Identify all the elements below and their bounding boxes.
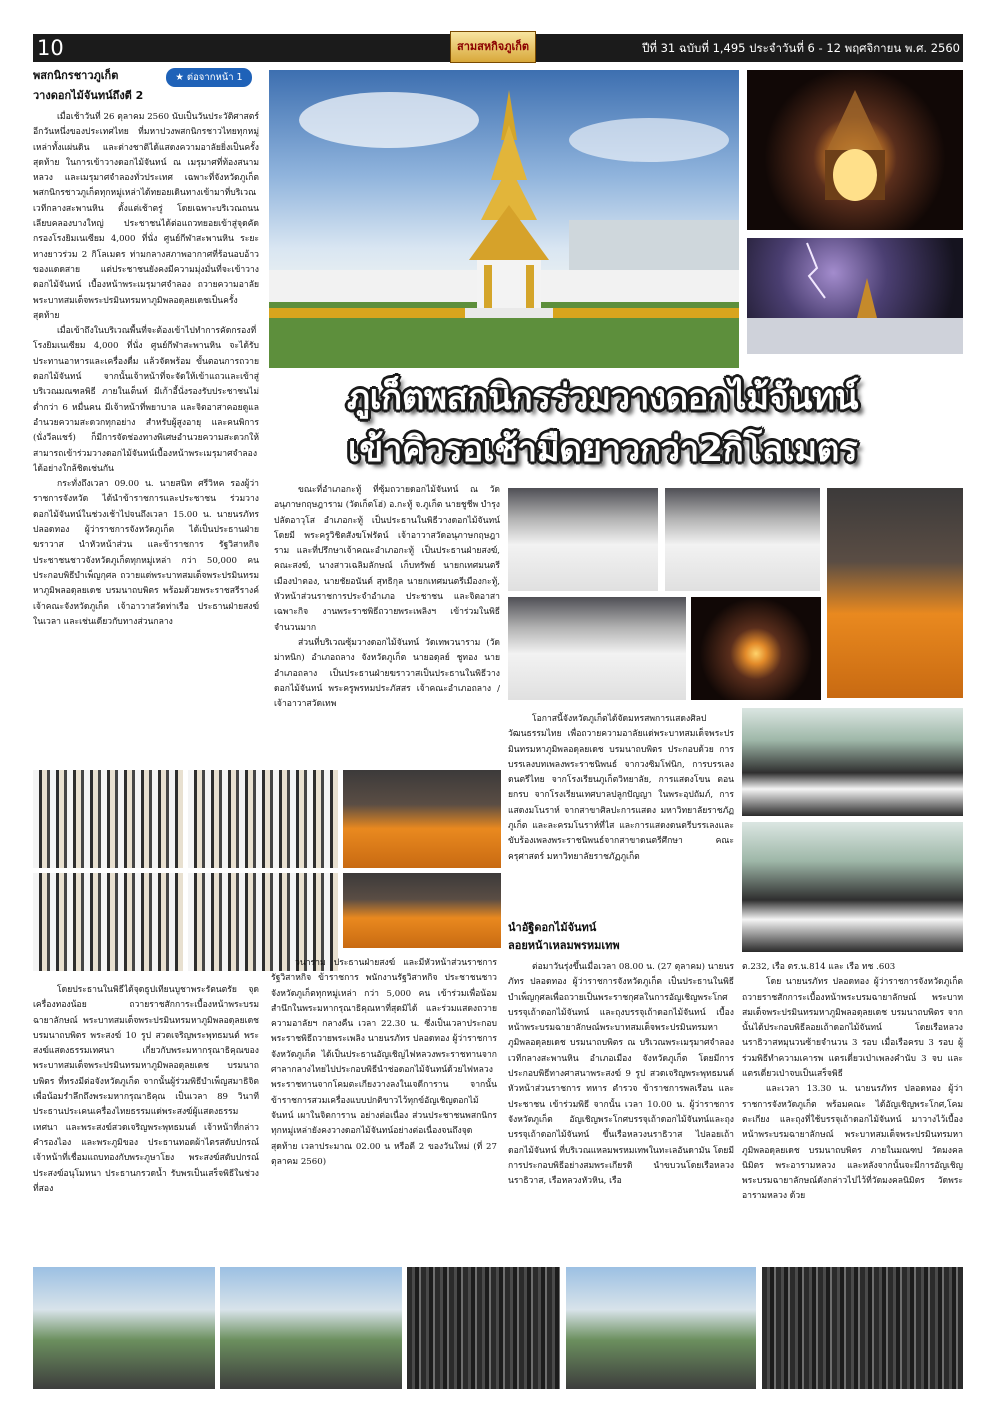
bottom-paragraph: ต.232, เรือ ตร.น.814 และ เรือ ทช .603 [742, 962, 896, 972]
lead-paragraph: เมื่อเช้าวันที่ 26 ตุลาคม 2560 นับเป็นวันประวัติศาสตร์อีกวันหนึ่งของประเทศไทย ที่มหาปวงพสกนิกรชาวไทยทุกหมู่เหล่าทั้งแผ่นดิน และต่างชาติได้แสดงความอาลัยยิ่งเป็นครั้งสุดท้าย ในการเข้าวางดอกไม้จันทน์ ณ เมรุมาศที่ท้องสนามหลวง และเมรุมาศจำลองทั่วประเทศ เฉพาะที่จังหวัดภูเก็ต พสกนิกรชาวภูเก็ตทุกหมู่เหล่าได้ทยอยเดินทางเข้ามาที่บริเวณเวทีกลางสะพานหิน ตั้งแต่เช้าตรู่ โดยเฉพาะบริเวณถนนเลียบคลองบางใหญ่ ประชาชนได้ต่อแถวทยอยเข้าสู่จุดคัดกรองโรงยิมเนเซียม 4,000 ที่นั่ง ศูนย์กีฬาสะพานหิน ระยะทางยาวร่วม 2 กิโลเมตร ท่ามกลางสภาพอากาศที่ร้อนอบอ้าวของแดดสาย แต่ประชาชนยังคงมีความมุ่งมั่นที่จะเข้าวางดอกไม้จันทน์ เบื้องหน้าพระเมรุมาศจำลอง ถวายความอาลัย พระบาทสมเด็จพระปรมินทรมหาภูมิพลอดุลยเดชเป็นครั้งสุดท้าย [33, 112, 259, 321]
photo-wheelchair-2 [220, 1267, 402, 1389]
lead-subtitle-2: วางดอกไม้จันทน์ถึงตี 2 [33, 89, 144, 102]
bottom-column-4 [742, 960, 963, 1258]
bottom-column-1 [33, 983, 259, 1258]
headline-line-1: ภูเก็ตพสกนิกรร่วมวางดอกไม้จันทน์ [347, 378, 858, 418]
photo-crowd-dark-1 [407, 1267, 560, 1389]
middle-column [274, 483, 500, 766]
mid-paragraph: ส่วนที่บริเวณซุ้มวางดอกไม้จันทน์ วัดเทพวนาราม (วัดม่าหนิก) อำเภอถลาง จังหวัดภูเก็ต นายอดุลย์ ชูทอง นายอำเภอถลาง เป็นประธานฝ่ายฆราวาสเป็นประธานในพิธีวางดอกไม้จันทน์ พระครูพรหมประภัสสร เจ้าคณะอำเภอถลาง /เจ้าอาวาสวัดเทพ [274, 637, 500, 710]
bottom-paragraph: วนาราม ประธานฝ่ายสงฆ์ และมีหัวหน้าส่วนราชการ รัฐวิสาหกิจ ข้าราชการ พนักงานรัฐวิสาหกิจ ประชาชนชาวจังหวัดภูเก็ตทุกหมู่เหล่า กว่า 5,000 คน เข้าร่วมเพื่อน้อมสำนึกในพระมหากรุณาธิคุณหาที่สุดมิได้ และร่วมแสดงถวายความอาลัยฯ กลางคืน เวลา 22.30 น. ซึ่งเป็นเวลาประกอบพระราชพิธีถวายพระเพลิง นายนรภัทร ปลอดทอง ผู้ว่าราชการจังหวัดภูเก็ต ได้เป็นประธานอัญเชิญไฟหลวงพระราชทานจากศาลากลางไทยไปประกอบพิธีนำช่อดอกไม้จันทน์ด้วยไฟหลวงพระราชทานจากโคมตะเกียงวางลงในเจดีการาน จากนั้นข้าราชการสวมเครื่องแบบปกติขาวไว้ทุกข์อัญเชิญดอกไม้จันทน์ เผาในจิตการาน อย่างต่อเนื่อง ส่วนประชาชนพสกนิกรทุกหมู่เหล่ายังคงวางดอกไม้จันทน์อย่างต่อเนื่องจนถึงจุดสุดท้าย เวลาประมาณ 02.00 น หรือตี 2 ของวันใหม่ (ที่ 27 ตุลาคม 2560) [271, 958, 497, 1167]
photo-monks-2 [343, 873, 501, 948]
pavilion-illustration [269, 70, 739, 368]
lead-paragraph: เมื่อเข้าถึงในบริเวณพื้นที่จะต้องเข้าไปทำการคัดกรองที่ โรงยิมเนเซียม 4,000 ที่นั่ง ศูนย์กีฬาสะพานหิน จะได้รับประทานอาหารและเครื่องดื่ม แล้วจัดพร้อม ขั้นตอนการถวายดอกไม้จันทน์ จากนั้นเจ้าหน้าที่จะจัดให้เข้าแถวและเข้าสู่บริเวณมณฑลพิธี ภายในเต็นท์ มีเก้าอี้นั่งรองรับประชาชนไม่ต่ำกว่า 6 หมื่นคน มีเจ้าหน้าที่พยาบาล และจิตอาสาคอยดูแลอำนวยความสะดวกทุกอย่าง สำหรับผู้สูงอายุ และคนพิการ (นั่งวีลแชร์) ก็มีการจัดช่องทางพิเศษอำนวยความสะดวกให้สามารถเข้าร่วมวางดอกไม้จันทน์เบื้องหน้าพระเมรุมาศจำลองได้อย่างใกล้ชิดเช่นกัน [33, 326, 259, 474]
section-subtitle-2: ลอยหน้าเหลมพรหมเทพ [508, 939, 620, 952]
photo-crowd-dark-2 [762, 1267, 963, 1389]
lead-subtitle-1: พสกนิกรชาวภูเก็ต [33, 69, 119, 82]
photo-pavilion [269, 70, 739, 368]
bottom-column-2 [271, 956, 497, 1258]
photo-audience-2 [188, 770, 338, 868]
photo-queue-outdoor [566, 1267, 756, 1389]
lightning-illustration [747, 238, 963, 354]
bottom-column-3 [508, 960, 734, 1258]
page-number: 10 [37, 36, 64, 60]
right-middle-column [508, 712, 734, 910]
bottom-paragraph: โดย นายนรภัทร ปลอดทอง ผู้ว่าราชการจังหวัดภูเก็ต ถวายราชสักการะเบื้องหน้าพระบรมฉายาลักษณ์ พระบาทสมเด็จพระปรมินทรมหาภูมิพลอดุลยเดช บรมนาถบพิตร จากนั้นได้ประกอบพิธีลอยเถ้าดอกไม้จันทน์ โดยเรือหลวงนราธิวาสหมุนวนซ้ายจำนวน 3 รอบ เมื่อเรือครบ 3 รอบ ผู้ร่วมพิธีทำความเคารพ แตรเดี่ยวเป่าเพลงคำนับ 3 จบ และแตรเดี่ยวเป่าจบเป็นเสร็จพิธี [742, 977, 963, 1080]
photo-cremation-night [747, 70, 963, 230]
photo-audience-1 [33, 770, 183, 868]
section-subtitle-1: นำอัฐิดอกไม้จันทน์ [508, 921, 597, 934]
continued-label: ต่อจากหน้า 1 [186, 72, 243, 83]
photo-lightning-night [747, 238, 963, 354]
issue-info: ปีที่ 31 ฉบับที่ 1,495 ประจำวันที่ 6 - 12 พฤศจิกายน พ.ศ. 2560 [642, 41, 960, 55]
photo-monks-1 [343, 770, 501, 868]
photo-hall-crowd-2 [742, 822, 963, 952]
headline-line-2: เข้าคิวรอเช้ามืดยาวกว่า2กิโลเมตร [347, 430, 858, 470]
right-paragraph: โอกาสนี้จังหวัดภูเก็ตได้จัดมหรสพการแสดงศิลปวัฒนธรรมไทย เพื่อถวายความอาลัยแด่พระบาทสมเด็จพระปรมินทรมหาภูมิพลอดุลยเดช บรมนาถบพิตร ประกอบด้วย การบรรเลงบทเพลงพระราชนิพนธ์ จากวงซิมโฟนิก, การบรรเลงดนตรีไทย จากโรงเรียนภูเก็ตวิทยาลัย, การแสดงโขน ตอน ยกรบ จากโรงเรียนเทศบาลปลูกปัญญา ในพระอุปถัมภ์, การแสดงมโนราห์ จากสาขาศิลปะการแสดง มหาวิทยาลัยราชภัฏภูเก็ต และละครมโนราห์ที่ไส และการแสดงดนตรีบรรเลงและขับร้องเพลงพระราชนิพนธ์จากสาขาดนตรีศึกษา คณะครุศาสตร์ มหาวิทยาลัยราชภัฏภูเก็ต [508, 714, 734, 862]
bottom-paragraph: และเวลา 13.30 น. นายนรภัทร ปลอดทอง ผู้ว่าราชการจังหวัดภูเก็ต พร้อมคณะ ได้อัญเชิญพระโกศ,โคมตะเกียง และถุงที่ใช้บรรจุเถ้าดอกไม้จันทน์ มาวางไว้เบื้องหน้าพระบรมฉายาลักษณ์ พระบาทสมเด็จพระปรมินทรมหาภูมิพลอดุลยเดช บรมนาถบพิตร ภายในมณฑป วัดมงคลนิมิตร พระอารามหลวง และหลังจากนั้นจะมีการอัญเชิญพระบรมฉายาลักษณ์ดังกล่าวไปไว้ที่วัดมงคลนิมิตร วัดพระอารามหลวง ด้วย [742, 1084, 963, 1202]
continued-badge[interactable] [166, 68, 252, 87]
photo-officials-1 [508, 488, 658, 591]
headline [250, 372, 955, 476]
star-icon: ★ [175, 72, 187, 83]
lead-paragraph: กระทั่งถึงเวลา 09.00 น. นายสนิท ศรีวิหค รองผู้ว่าราชการจังหวัด ได้นำข้าราชการและประชาชน ร่วมวางดอกไม้จันทน์ในช่วงเช้าไปจนถึงเวลา 15.00 น. นายนรภัทร ปลอดทอง ผู้ว่าราชการจังหวัดภูเก็ต ได้เป็นประธานฝ่ายฆราวาส นำหัวหน้าส่วน และข้าราชการ รัฐวิสาหกิจ ประชาชนชาวจังหวัดภูเก็ตทุกหมู่เหล่า กว่า 50,000 คน ประกอบพิธีบำเพ็ญกุศล ถวายแด่พระบาทสมเด็จพระปรมินทรมหาภูมิพลอดุลยเดช บรมนาถบพิตร พร้อมด้วยพระราชสรีรางค์ เจ้าคณะจังหวัดภูเก็ต เจ้าอาวาสวัดท่าเรือ ประธานฝ่ายสงฆ์ ในเวลา และเช่นเดียวกับทางส่วนกลาง [33, 479, 259, 627]
bottom-paragraph: ต่อมาวันรุ่งขึ้นเมื่อเวลา 08.00 น. (27 ตุลาคม) นายนรภัทร ปลอดทอง ผู้ว่าราชการจังหวัดภูเก็ต เป็นประธานในพิธีบำเพ็ญกุศลเพื่อถวายเป็นพระราชกุศลในการอัญเชิญพระโกศบรรจุเถ้าดอกไม้จันทน์ และถุงบรรจุเถ้าดอกไม้จันทน์ เบื้องหน้าพระบรมฉายาลักษณ์พระบาทสมเด็จพระปรมินทรมหาภูมิพลอดุลยเดช บรมนาถบพิตร ณ บริเวณพระเมรุมาศจำลอง เวทีกลางสะพานหิน อำเภอเมือง จังหวัดภูเก็ต โดยมีการประกอบพิธีทางศาสนาพระสงฆ์ 9 รูป สวดเจริญพระพุทธมนต์ หัวหน้าส่วนราชการ ทหาร ตำรวจ ข้าราชการพลเรือน และประชาชน เข้าร่วมพิธี จากนั้น เวลา 10.00 น. ผู้ว่าราชการจังหวัดภูเก็ต อัญเชิญพระโกศบรรจุเถ้าดอกไม้จันทน์และถุงบรรจุเถ้าดอกไม้จันทน์ ขึ้นเรือหลวงนราธิวาส ไปลอยเถ้าดอกไม้จันทน์ ที่บริเวณแหลมพรหมเทพในทะเลอันดามัน โดยมีการประกอบพิธีอย่างสมพระเกียรติ นำขบวนโดยเรือหลวงนราธิวาส, เรือหลวงหัวหิน, เรือ [508, 962, 734, 1187]
photo-hall-crowd-1 [742, 708, 963, 816]
mid-paragraph: ขณะที่อำเภอกะทู้ ที่ซุ้มถวายดอกไม้จันทน์ ณ วัดอนุภาษกฤษฎาราม (วัดเก็ตโฮ่) อ.กะทู้ จ.ภูเก็ต นายชูชีพ บำรุง ปลัดอาวุโส อำเภอกะทู้ เป็นประธานในพิธีวางดอกไม้จันทน์ โดยมี พระครูวิชิตสังฆโฟรัตน์ เจ้าอาวาสวัดอนุภาษกฤษฎาราม และที่ปรึกษาเจ้าคณะอำเภอกะทู้ เป็นประธานฝ่ายสงฆ์, คณะสงฆ์, นางสาวเฉลิมลักษณ์ เก็บทรัพย์ นายกเทศมนตรีเมืองป่าตอง, นายชัยอนันต์ สุทธิกุล นายกเทศมนตรีเมืองกะทู้, หัวหน้าส่วนราชการประจำอำเภอ ประชาชน และจิตอาสาเฉพาะกิจ งานพระราชพิธีถวายพระเพลิงฯ เข้าร่วมในพิธีจำนวนมาก [274, 485, 500, 633]
photo-officials-2 [665, 488, 820, 591]
newspaper-logo: สามสหกิจภูเก็ต [450, 31, 536, 63]
photo-wheelchair-1 [33, 1267, 215, 1389]
night-pavilion-illustration [747, 70, 963, 230]
bottom-paragraph: โดยประธานในพิธีได้จุดธูปเทียนบูชาพระรัตนตรัย จุดเครื่องทองน้อย ถวายราชสักการะเบื้องหน้าพระบรมฉายาลักษณ์ พระบาทสมเด็จพระปรมินทรมหาภูมิพลอดุลยเดช บรมนาถบพิตร พระสงฆ์ 10 รูป สวดเจริญพระพุทธมนต์ พระสงฆ์แสดงธรรมเทศนา เกี่ยวกับพระมหากรุณาธิคุณของพระบาทสมเด็จพระปรมินทรมหาภูมิพลอดุลยเดช บรมนาถบพิตร ที่ทรงมีต่อจังหวัดภูเก็ต จากนั้นผู้ร่วมพิธีบำเพ็ญสมาธิจิต เพื่อน้อมรำลึกถึงพระมหากรุณาธิคุณ เป็นเวลา 89 วินาที ประธานประเคนเครื่องไทยธรรมแด่พระสงฆ์ผู้แสดงธรรมเทศนา และพระสงฆ์สวดเจริญพระพุทธมนต์ เจ้าหน้าที่กล่าวคำรองไอง และพระภูมิของ ประธานทอดผ้าไตรสดับปกรณ์ เจ้าหน้าที่เชื่อมแถบทองกับพระภูษาโยง พระสงฆ์สดับปกรณ์ ประสงฆ์อนุโมทนา ประธานกรวดน้ำ รับพรเป็นเสร็จพิธีในช่วงที่สอง [33, 985, 259, 1194]
photo-monk [827, 488, 963, 698]
lead-column [33, 110, 259, 765]
photo-night-ceremony [691, 597, 821, 700]
photo-audience-3 [33, 873, 183, 971]
photo-officials-3 [508, 597, 686, 700]
